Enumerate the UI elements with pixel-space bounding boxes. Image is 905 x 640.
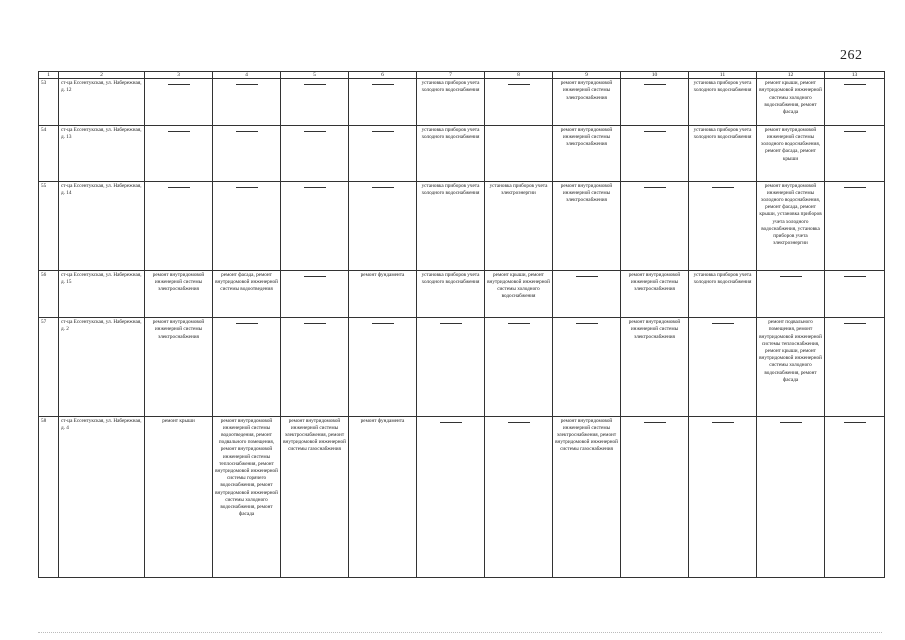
address-cell: ст-ца Ессентукская, ул. Набережная, д. 15: [59, 270, 145, 318]
dash-mark: [644, 422, 666, 423]
page-number: 262: [840, 48, 863, 63]
work-type-cell: ремонт внутридомовой инженерной системы холодного водоснабжения, ремонт фасада, ремонт крыши, установка приборов учета холодного водоснабжения, установка приборов учета электроэнергии: [757, 181, 825, 270]
dash-mark: [576, 323, 598, 324]
blank-cell: [485, 125, 553, 181]
empty-cell-dash: [485, 318, 553, 416]
empty-cell-dash: [621, 79, 689, 126]
dash-mark: [236, 323, 258, 324]
empty-cell-dash: [825, 416, 885, 577]
column-number: 10: [621, 72, 689, 79]
work-type-cell: ремонт фундамента: [349, 270, 417, 318]
empty-cell-dash: [349, 79, 417, 126]
column-number: 5: [281, 72, 349, 79]
column-number-row: [39, 72, 885, 79]
work-type-cell: ремонт фундамента: [349, 416, 417, 577]
work-type-cell: установка приборов учета холодного водоснабжения: [417, 79, 485, 126]
dash-mark: [508, 84, 530, 85]
column-number: 9: [553, 72, 621, 79]
work-type-cell: установка приборов учета электроэнергии: [485, 181, 553, 270]
dash-mark: [712, 187, 734, 188]
work-type-cell: ремонт крыши, ремонт внутридомовой инженерной системы холодного водоснабжения, ремонт фасада: [757, 79, 825, 126]
empty-cell-dash: [213, 318, 281, 416]
dash-mark: [644, 84, 666, 85]
work-type-cell: установка приборов учета холодного водоснабжения: [689, 270, 757, 318]
address-cell: ст-ца Ессентукская, ул. Набережная, д. 2: [59, 318, 145, 416]
address-cell: ст-ца Ессентукская, ул. Набережная, д. 13: [59, 125, 145, 181]
dash-mark: [372, 187, 394, 188]
table-row: [39, 79, 885, 126]
work-type-cell: установка приборов учета холодного водоснабжения: [689, 125, 757, 181]
column-number: 2: [59, 72, 145, 79]
table-row: [39, 181, 885, 270]
column-number: 3: [145, 72, 213, 79]
empty-cell-dash: [689, 318, 757, 416]
dash-mark: [844, 323, 866, 324]
dash-mark: [304, 323, 326, 324]
dash-mark: [304, 84, 326, 85]
scan-edge-line: [38, 632, 882, 634]
empty-cell-dash: [349, 318, 417, 416]
empty-cell-dash: [281, 270, 349, 318]
row-number: 53: [39, 79, 59, 126]
dash-mark: [844, 276, 866, 277]
dash-mark: [508, 323, 530, 324]
work-type-cell: установка приборов учета холодного водоснабжения: [417, 270, 485, 318]
dash-mark: [644, 187, 666, 188]
work-type-cell: ремонт внутридомовой инженерной системы электроснабжения: [621, 270, 689, 318]
dash-mark: [236, 187, 258, 188]
work-type-cell: установка приборов учета холодного водоснабжения: [689, 79, 757, 126]
repair-schedule-table: [38, 71, 885, 578]
dash-mark: [372, 84, 394, 85]
empty-cell-dash: [689, 416, 757, 577]
empty-cell-dash: [621, 181, 689, 270]
column-number: 6: [349, 72, 417, 79]
work-type-cell: ремонт внутридомовой инженерной системы водоотведения, ремонт подвального помещения, ремонт внутридомовой инженерной системы теплоснабжения, ремонт внутридомовой инженерной системы горячего водоснабжения, ремонт внутридомовой инженерной системы холодного водоснабжения, ремонт фасада: [213, 416, 281, 577]
empty-cell-dash: [553, 270, 621, 318]
work-type-cell: ремонт внутридомовой инженерной системы электроснабжения: [553, 181, 621, 270]
empty-cell-dash: [145, 79, 213, 126]
empty-cell-dash: [825, 79, 885, 126]
work-type-cell: установка приборов учета холодного водоснабжения: [417, 125, 485, 181]
work-type-cell: ремонт внутридомовой инженерной системы электроснабжения: [145, 270, 213, 318]
row-number: 55: [39, 181, 59, 270]
column-number: 4: [213, 72, 281, 79]
empty-cell-dash: [485, 79, 553, 126]
empty-cell-dash: [621, 125, 689, 181]
dash-mark: [780, 422, 802, 423]
empty-cell-dash: [621, 416, 689, 577]
column-number: 12: [757, 72, 825, 79]
dash-mark: [844, 131, 866, 132]
empty-cell-dash: [757, 416, 825, 577]
dash-mark: [236, 131, 258, 132]
dash-mark: [440, 323, 462, 324]
empty-cell-dash: [689, 181, 757, 270]
empty-cell-dash: [825, 318, 885, 416]
work-type-cell: ремонт внутридомовой инженерной системы электроснабжения: [553, 79, 621, 126]
row-number: 56: [39, 270, 59, 318]
empty-cell-dash: [757, 270, 825, 318]
address-cell: ст-ца Ессентукская, ул. Набережная, д. 12: [59, 79, 145, 126]
empty-cell-dash: [825, 270, 885, 318]
table-row: [39, 270, 885, 318]
dash-mark: [372, 323, 394, 324]
work-type-cell: установка приборов учета холодного водоснабжения: [417, 181, 485, 270]
empty-cell-dash: [417, 416, 485, 577]
empty-cell-dash: [213, 79, 281, 126]
column-number: 8: [485, 72, 553, 79]
table-row: [39, 318, 885, 416]
dash-mark: [780, 276, 802, 277]
dash-mark: [304, 276, 326, 277]
empty-cell-dash: [825, 125, 885, 181]
empty-cell-dash: [281, 125, 349, 181]
empty-cell-dash: [281, 318, 349, 416]
dash-mark: [576, 276, 598, 277]
dash-mark: [644, 131, 666, 132]
dash-mark: [372, 131, 394, 132]
work-type-cell: ремонт крыши: [145, 416, 213, 577]
dash-mark: [304, 187, 326, 188]
column-number: 13: [825, 72, 885, 79]
dash-mark: [844, 422, 866, 423]
empty-cell-dash: [349, 125, 417, 181]
column-number: 1: [39, 72, 59, 79]
row-number: 54: [39, 125, 59, 181]
dash-mark: [168, 187, 190, 188]
empty-cell-dash: [213, 125, 281, 181]
dash-mark: [168, 84, 190, 85]
work-type-cell: ремонт внутридомовой инженерной системы электроснабжения: [553, 125, 621, 181]
dash-mark: [508, 422, 530, 423]
empty-cell-dash: [417, 318, 485, 416]
work-type-cell: ремонт внутридомовой инженерной системы электроснабжения: [621, 318, 689, 416]
column-number: 7: [417, 72, 485, 79]
row-number: 57: [39, 318, 59, 416]
row-number: 58: [39, 416, 59, 577]
work-type-cell: ремонт внутридомовой инженерной системы холодного водоснабжения, ремонт фасада, ремонт крыши: [757, 125, 825, 181]
empty-cell-dash: [145, 181, 213, 270]
work-type-cell: ремонт внутридомовой инженерной системы электроснабжения, ремонт внутридомовой инженерной системы газоснабжения: [281, 416, 349, 577]
empty-cell-dash: [485, 416, 553, 577]
dash-mark: [168, 131, 190, 132]
empty-cell-dash: [349, 181, 417, 270]
table-row: [39, 416, 885, 577]
work-type-cell: ремонт внутридомовой инженерной системы электроснабжения: [145, 318, 213, 416]
empty-cell-dash: [145, 125, 213, 181]
work-type-cell: ремонт крыши, ремонт внутридомовой инженерной системы холодного водоснабжения: [485, 270, 553, 318]
dash-mark: [236, 84, 258, 85]
work-type-cell: ремонт внутридомовой инженерной системы электроснабжения, ремонт внутридомовой инженерной системы газоснабжения: [553, 416, 621, 577]
empty-cell-dash: [825, 181, 885, 270]
empty-cell-dash: [281, 79, 349, 126]
empty-cell-dash: [553, 318, 621, 416]
dash-mark: [712, 323, 734, 324]
work-type-cell: ремонт подвального помещения, ремонт внутридомовой инженерной системы теплоснабжения, ремонт крыши, ремонт внутридомовой инженерной системы холодного водоснабжения, ремонт фасада: [757, 318, 825, 416]
dash-mark: [844, 84, 866, 85]
table-row: [39, 125, 885, 181]
empty-cell-dash: [281, 181, 349, 270]
column-number: 11: [689, 72, 757, 79]
work-type-cell: ремонт фасада, ремонт внутридомовой инженерной системы водоотведения: [213, 270, 281, 318]
address-cell: ст-ца Ессентукская, ул. Набережная, д. 14: [59, 181, 145, 270]
dash-mark: [844, 187, 866, 188]
empty-cell-dash: [213, 181, 281, 270]
dash-mark: [304, 131, 326, 132]
dash-mark: [440, 422, 462, 423]
address-cell: ст-ца Ессентукская, ул. Набережная, д. 4: [59, 416, 145, 577]
dash-mark: [712, 422, 734, 423]
